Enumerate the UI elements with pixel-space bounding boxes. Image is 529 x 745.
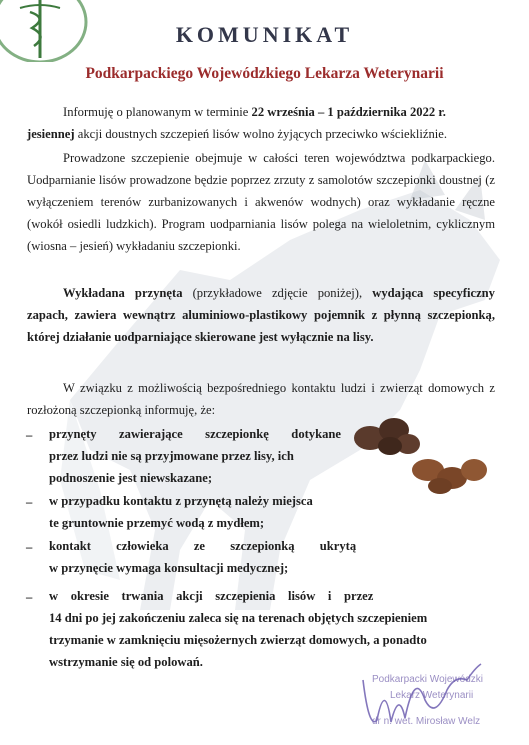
list-item-3-line2: w przynęcie wymaga konsultacji medycznej; (49, 561, 289, 575)
stamp-line-1: Podkarpacki Wojewódzki (372, 674, 483, 685)
stamp-line-2: Lekarz Weterynarii (390, 690, 474, 701)
list-dash: – (26, 590, 33, 604)
list-item-4-line2: 14 dni po jej zakończeniu zaleca się na terenach objętych szczepieniem (49, 611, 428, 625)
list-item-1-line3: podnoszenie jest niewskazane; (49, 471, 213, 485)
paragraph-announcement: Informuję o planowanym w terminie 22 września – 1 października 2022 r. jesiennej akcji doustnych szczepień lisów wolno żyjących przeciwko wściekliźnie. (27, 105, 448, 141)
list-dash: – (26, 428, 33, 442)
bait-photo-2 (410, 448, 490, 498)
paragraph-vaccination-scope: Prowadzone szczepienie obejmuje w całości teren województwa podkarpackiego. Uodparnianie lisów prowadzone będzie poprzez zrzuty z samolotów szczepionki doustnej (z wyłączeniem terenów zurbanizowanych i akwenów wodnych) oraz wykładanie ręczne (wokół osiedli ludzkich). Program uodparniania lisów polega na wieloletnim, cyklicznym (wiosna – jesień) wykładaniu szczepionki. (27, 151, 495, 253)
list-item-4-line4: wstrzymanie się od polowań. (49, 655, 203, 669)
list-item-4-line3: trzymanie w zamknięciu mięsożernych zwierząt domowych, a ponadto (49, 633, 427, 647)
list-dash: – (26, 540, 33, 554)
page-subtitle: Podkarpackiego Wojewódzkiego Lekarza Weterynarii (85, 65, 444, 82)
list-item-2-line1: w przypadku kontaktu z przynętą należy miejsca (49, 494, 313, 508)
list-item-2-line2: te gruntownie przemyć wodą z mydłem; (49, 516, 265, 530)
stamp-line-3: dr n. wet. Mirosław Welz (372, 716, 481, 727)
paragraph-bait-description: Wykładana przynęta (przykładowe zdjęcie poniżej), wydająca specyficzny zapach, zawiera wewnątrz aluminiowo-plastikowy pojemnik z płynną szczepionką, której działanie uodparniające skierowane jest wyłącznie na lisy. (27, 286, 495, 344)
list-item-1-line1: przynęty zawierające szczepionkę dotykane (49, 427, 341, 441)
campaign-dates: 22 września – 1 października 2022 r. (251, 105, 446, 119)
paragraph-contact-info: W związku z możliwością bezpośredniego kontaktu ludzi i zwierząt domowych z rozłożoną szczepionką informuję, że: (27, 381, 495, 417)
list-item-1-line2: przez ludzi nie są przyjmowane przez lisy, ich (49, 449, 294, 463)
handwritten-signature (355, 660, 485, 740)
list-item-4-line1: w okresie trwania akcji szczepienia lisów i przez (49, 589, 374, 603)
list-dash: – (26, 495, 33, 509)
list-item-3-line1: kontakt człowieka ze szczepionką ukrytą (49, 539, 357, 553)
page-title: KOMUNIKAT (175, 22, 354, 47)
